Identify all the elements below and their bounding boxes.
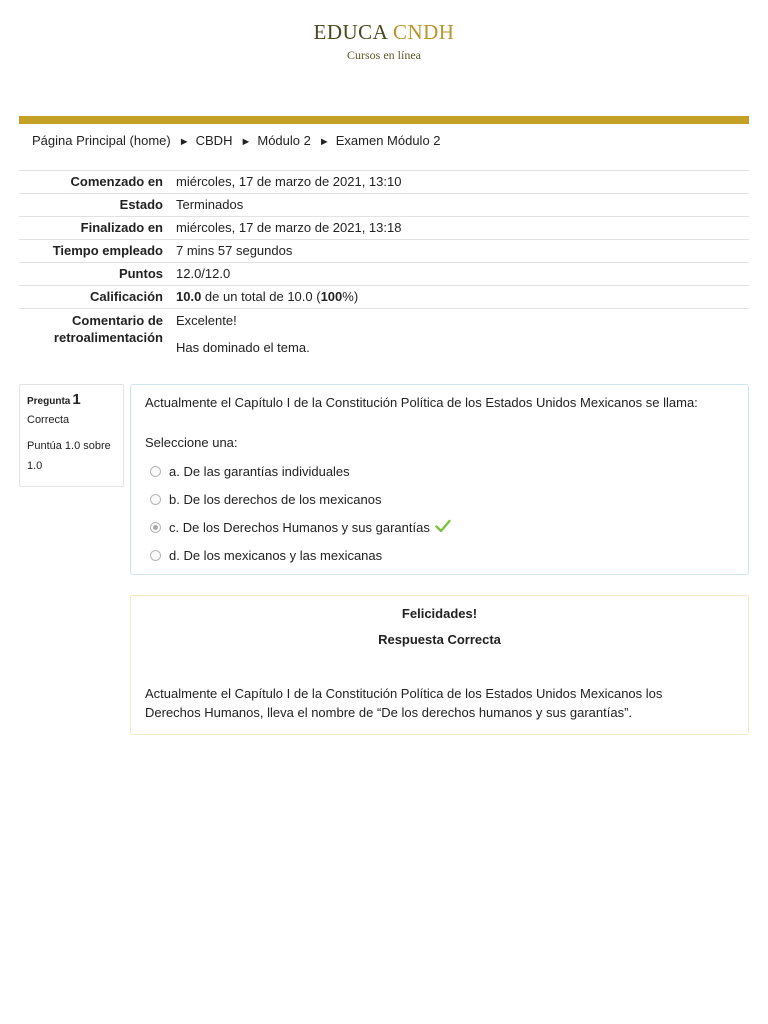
question-number: [27, 391, 116, 408]
summary-label: Tiempo empleado: [19, 240, 176, 263]
summary-value: miércoles, 17 de marzo de 2021, 13:18: [176, 217, 749, 240]
radio-button-selected[interactable]: [150, 522, 161, 533]
summary-row-started: [19, 171, 749, 194]
summary-row-grade: [19, 286, 749, 309]
summary-label: Finalizado en: [19, 217, 176, 240]
feedback-text: Actualmente el Capítulo I de la Constitución Política de los Estados Unidos Mexicanos los Derechos Humanos, lleva el nombre de “De los derechos humanos y sus garantías”.: [145, 686, 663, 720]
breadcrumb-course[interactable]: CBDH: [195, 133, 233, 148]
summary-label: Calificación: [19, 286, 176, 309]
radio-button[interactable]: [150, 550, 161, 561]
right-triangle-icon: ►: [318, 136, 330, 148]
logo-word-cndh: CNDH: [392, 20, 455, 44]
answer-option-d[interactable]: [150, 541, 451, 569]
breadcrumb-module[interactable]: Módulo 2: [257, 133, 311, 148]
grade-middle: de un total de 10.0 (: [201, 289, 321, 304]
breadcrumb-home[interactable]: Página Principal (home): [32, 133, 171, 148]
radio-button[interactable]: [150, 466, 161, 477]
site-subtitle: Cursos en línea: [347, 48, 421, 62]
answer-label: c. De los Derechos Humanos y sus garantías: [169, 519, 430, 535]
logo-word-educa: EDUCA: [313, 20, 388, 44]
answer-options: [150, 457, 451, 569]
summary-row-time: [19, 240, 749, 263]
summary-row-feedback: [19, 309, 749, 363]
grade-percent: 100: [320, 289, 343, 304]
question-number-value: 1: [72, 391, 81, 408]
right-triangle-icon: ►: [240, 136, 252, 148]
answer-option-b[interactable]: [150, 485, 451, 513]
question-text: Actualmente el Capítulo I de la Constitución Política de los Estados Unidos Mexicanos se llama:: [145, 395, 698, 410]
answer-option-c[interactable]: [150, 513, 451, 541]
feedback-line-2: Has dominado el tema.: [176, 340, 310, 355]
answer-label: b. De los derechos de los mexicanos: [169, 491, 382, 507]
summary-label: Puntos: [19, 263, 176, 286]
summary-value: [176, 286, 749, 309]
summary-value: miércoles, 17 de marzo de 2021, 13:10: [176, 171, 749, 194]
summary-label: Comenzado en: [19, 171, 176, 194]
answer-prompt: Seleccione una:: [145, 435, 238, 450]
attempt-summary-table: [19, 170, 749, 362]
grade-end: %): [342, 289, 359, 304]
summary-row-state: [19, 194, 749, 217]
breadcrumb-exam[interactable]: Examen Módulo 2: [335, 133, 441, 148]
feedback-title: Felicidades!: [401, 606, 478, 621]
general-feedback-box: [130, 595, 749, 735]
feedback-subtitle: Respuesta Correcta: [378, 632, 501, 647]
answer-label: a. De las garantías individuales: [169, 463, 350, 479]
breadcrumb: [32, 133, 441, 148]
header-divider-bar: [19, 116, 749, 124]
radio-button[interactable]: [150, 494, 161, 505]
right-triangle-icon: ►: [178, 136, 190, 148]
feedback-line-1: Excelente!: [176, 313, 237, 328]
grade-score: 10.0: [176, 289, 202, 304]
question-state: Correcta: [27, 414, 70, 426]
summary-label: Comentario de retroalimentación: [19, 309, 176, 363]
summary-value: 7 mins 57 segundos: [176, 240, 749, 263]
summary-row-points: [19, 263, 749, 286]
summary-label: Estado: [19, 194, 176, 217]
question-content-box: [130, 384, 749, 575]
question-grade: Puntúa 1.0 sobre 1.0: [27, 440, 111, 472]
question-info-panel: [19, 384, 124, 487]
question-word: Pregunta: [27, 396, 71, 407]
answer-option-a[interactable]: [150, 457, 451, 485]
summary-value: [176, 309, 749, 363]
answer-label: d. De los mexicanos y las mexicanas: [169, 547, 383, 563]
site-logo[interactable]: [0, 18, 768, 46]
summary-value: Terminados: [176, 194, 749, 217]
summary-value: 12.0/12.0: [176, 263, 749, 286]
site-header: [0, 18, 768, 63]
checkmark-icon: [435, 519, 451, 536]
summary-row-finished: [19, 217, 749, 240]
